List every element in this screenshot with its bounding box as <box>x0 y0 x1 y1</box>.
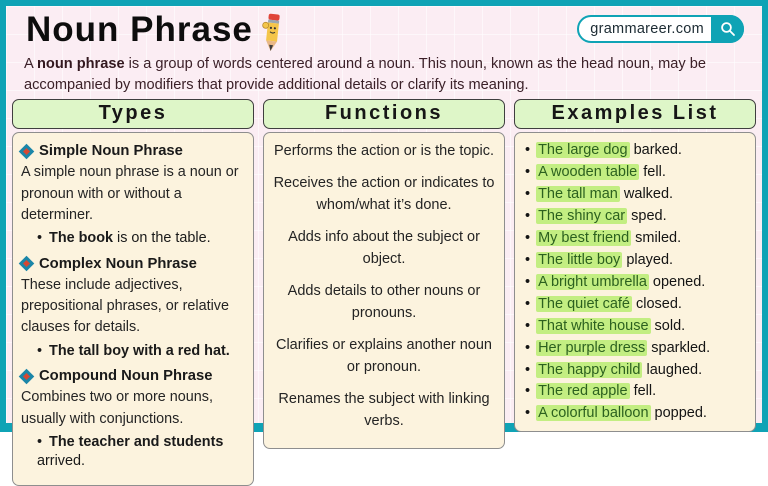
example-highlight: The tall man <box>538 186 618 203</box>
example-highlight: The red apple <box>538 383 628 400</box>
type-heading-compound <box>21 368 245 384</box>
type-heading-label: Compound Noun Phrase <box>39 368 213 385</box>
diamond-icon <box>19 256 35 272</box>
intro-term: noun phrase <box>36 56 125 72</box>
example-item <box>523 184 747 206</box>
intro-post: is a group of words centered around a noun. This noun, known as the head noun, may be accompanied by modifiers that provide additional details or clarify its meaning. <box>24 56 706 93</box>
example-rest: opened. <box>648 273 706 290</box>
column-functions <box>263 99 505 430</box>
example-highlight: My best friend <box>538 230 630 247</box>
example-item <box>523 140 747 162</box>
example-highlight: The happy child <box>538 361 641 378</box>
function-item: Performs the action or is the topic. <box>273 143 494 160</box>
function-item: Adds details to other nouns or pronouns. <box>287 282 481 322</box>
function-item: Adds info about the subject or object. <box>288 228 480 268</box>
examples-body <box>514 132 756 432</box>
example-rest: played. <box>622 251 674 268</box>
example-rest: sparkled. <box>647 339 711 356</box>
example-highlight: That white house <box>538 317 649 334</box>
page-header <box>10 6 758 53</box>
example-rest: closed. <box>631 295 682 312</box>
type-example-rest: is on the table. <box>113 230 211 247</box>
example-item <box>523 403 747 425</box>
functions-body <box>263 132 505 448</box>
type-desc: A simple noun phrase is a noun or pronoun with or without a determiner. <box>21 164 239 224</box>
column-examples <box>514 99 756 422</box>
type-example-bold: The book <box>49 230 114 247</box>
example-highlight: The shiny car <box>538 208 626 225</box>
example-item <box>523 360 747 382</box>
pencil-icon <box>255 11 289 54</box>
site-badge[interactable] <box>577 15 744 43</box>
example-item <box>523 316 747 338</box>
function-item: Clarifies or explains another noun or pronoun. <box>275 336 492 376</box>
example-item <box>523 272 747 294</box>
diamond-icon <box>19 368 35 384</box>
title-wrap <box>26 7 287 53</box>
example-highlight: The large dog <box>538 142 628 159</box>
example-item <box>523 294 747 316</box>
type-heading-complex <box>21 256 245 272</box>
example-item <box>523 206 747 228</box>
example-rest: sold. <box>650 317 686 334</box>
example-highlight: The quiet café <box>538 295 630 312</box>
types-header: Types <box>12 99 254 129</box>
example-rest: laughed. <box>642 361 703 378</box>
example-item <box>523 338 747 360</box>
example-rest: popped. <box>650 405 707 422</box>
type-heading-simple <box>21 143 245 159</box>
example-highlight: A colorful balloon <box>538 405 649 422</box>
example-rest: smiled. <box>631 230 682 247</box>
diamond-icon <box>19 144 35 160</box>
type-example-rest: arrived. <box>37 453 85 470</box>
columns <box>10 95 758 470</box>
search-icon[interactable] <box>711 15 744 43</box>
example-item <box>523 250 747 272</box>
example-rest: walked. <box>619 186 674 203</box>
examples-header: Examples List <box>514 99 756 129</box>
type-example-bold: The teacher and students <box>49 433 224 450</box>
intro-text <box>10 53 758 95</box>
type-heading-label: Complex Noun Phrase <box>39 255 197 272</box>
function-item: Renames the subject with linking verbs. <box>278 390 490 430</box>
type-example-bold: The tall boy with a red hat. <box>49 342 230 359</box>
type-example <box>21 342 245 361</box>
example-item <box>523 228 747 250</box>
example-item <box>523 381 747 403</box>
intro-pre: A <box>24 56 37 72</box>
site-url: grammareer.com <box>590 21 704 37</box>
type-heading-label: Simple Noun Phrase <box>39 143 183 160</box>
example-highlight: The little boy <box>538 251 621 268</box>
example-rest: fell. <box>639 164 666 181</box>
page-title: Noun Phrase <box>26 10 253 49</box>
type-desc: These include adjectives, prepositional phrases, or relative clauses for details. <box>21 276 229 336</box>
type-example <box>21 229 245 248</box>
function-item: Receives the action or indicates to whom/what it’s done. <box>273 174 495 214</box>
example-item <box>523 162 747 184</box>
type-desc: Combines two or more nouns, usually with conjunctions. <box>21 389 213 427</box>
example-rest: fell. <box>629 383 657 400</box>
example-highlight: A wooden table <box>538 164 638 181</box>
example-rest: barked. <box>629 142 682 159</box>
example-rest: sped. <box>627 208 667 225</box>
types-body <box>12 132 254 485</box>
functions-header: Functions <box>263 99 505 129</box>
example-highlight: Her purple dress <box>538 339 646 356</box>
example-highlight: A bright umbrella <box>538 273 647 290</box>
type-example <box>21 433 245 472</box>
column-types <box>12 99 254 470</box>
